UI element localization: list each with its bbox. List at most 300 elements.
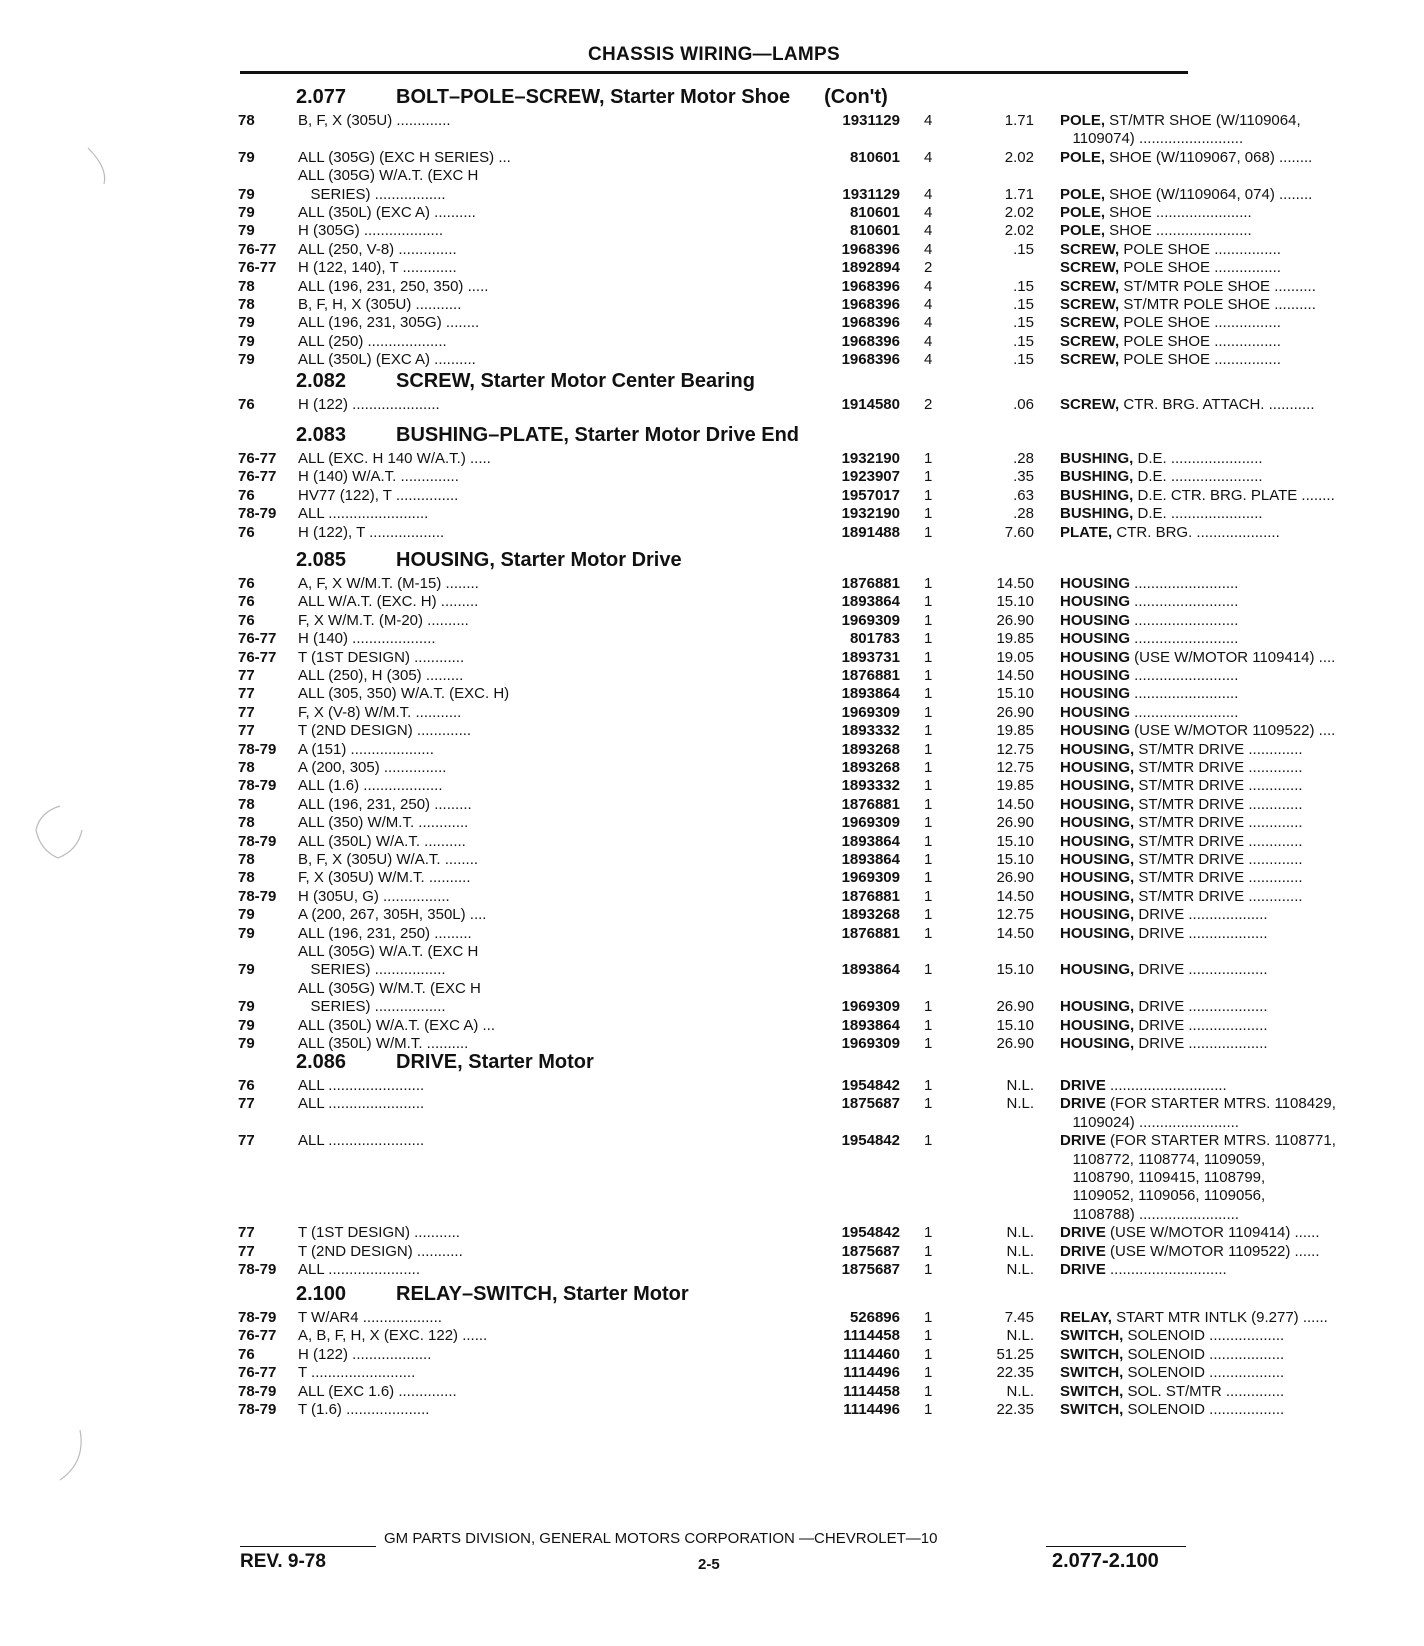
price: 15.10 [996,1016,1034,1034]
part-detail: ST/MTR DRIVE ............. [1134,759,1303,776]
quantity: 4 [924,148,933,166]
quantity: 1 [924,1095,933,1113]
price: 14.50 [996,924,1034,942]
table-row [238,575,1239,593]
model-year: 78-79 [238,777,277,795]
table-row [238,795,1303,814]
table-row [238,648,1336,667]
part-detail: POLE SHOE ................ [1119,259,1281,277]
model-year: 79 [238,1016,255,1034]
description-line [1060,1095,1424,1113]
part-term: BUSHING, [1060,450,1134,467]
model-year: 78-79 [238,740,277,758]
application-line: SERIES) ................. [298,961,446,979]
description [1060,906,1424,924]
footer-rule-right [1046,1546,1186,1547]
application-line: B, F, H, X (305U) ........... [298,296,462,313]
description [1060,204,1424,222]
application-line: A, F, X W/M.T. (M-15) ........ [298,575,479,592]
description-line [1060,593,1424,611]
quantity: 1 [924,1345,933,1363]
part-detail: ST/MTR DRIVE ............. [1134,851,1303,868]
application-line: T (1.6) .................... [298,1401,430,1418]
part-detail: (USE W/MOTOR 1109522) .... [1130,722,1336,740]
quantity: 1 [924,648,933,666]
part-detail: ......................... [1130,575,1239,592]
price: .28 [1013,505,1034,523]
description [1060,1261,1424,1279]
application-line: ALL ...................... [298,1261,420,1278]
description-line [1060,961,1424,979]
part-term: POLE, [1060,204,1106,221]
description [1060,833,1424,851]
table-row [238,1327,1285,1345]
price: N.L. [1006,1327,1034,1345]
part-detail: ST/MTR DRIVE ............. [1134,777,1303,795]
part-term: SCREW, [1060,396,1120,413]
application-line: A (151) .................... [298,740,434,758]
application-line: ALL (305G) (EXC H SERIES) ... [298,148,511,166]
model-year: 77 [238,1132,255,1150]
quantity: 1 [924,1077,933,1094]
quantity: 1 [924,575,933,592]
description-line [1060,1401,1424,1419]
description-line [1060,814,1424,832]
part-number: 1969309 [841,703,900,721]
model-year: 79 [238,222,255,240]
application-line: H (305G) ................... [298,222,444,240]
table-row [238,611,1239,630]
table-row [238,1401,1285,1419]
price: 7.45 [1004,1309,1034,1326]
application-line: SERIES) ................. [298,185,446,203]
price: 14.50 [996,795,1034,813]
table-row [238,943,1268,980]
part-number: 1876881 [841,887,900,905]
description-line [1060,1364,1424,1382]
table-row [238,906,1268,924]
part-detail: SOLENOID .................. [1123,1364,1285,1382]
description [1060,741,1424,759]
description-line [1060,925,1424,943]
table-row [238,703,1239,722]
part-detail: SOLENOID .................. [1123,1327,1285,1345]
application-line: HV77 (122), T ............... [298,486,459,504]
model-year: 76 [238,611,255,629]
application-line: ALL (305G) W/A.T. (EXC H [298,943,479,960]
model-year: 76-77 [238,259,277,277]
part-term: HOUSING [1060,575,1131,592]
model-year: 78-79 [238,832,277,850]
price: 2.02 [1004,204,1034,221]
part-number: 1968396 [841,332,900,350]
description [1060,667,1424,685]
page-number: 2-5 [698,1556,720,1573]
part-number: 1876881 [841,667,900,684]
price: 19.05 [996,648,1034,666]
model-year: 76 [238,593,255,611]
part-term: HOUSING [1060,648,1131,666]
model-year: 77 [238,722,255,740]
part-term: HOUSING, [1060,832,1135,850]
description [1060,1309,1424,1327]
part-number: 1954842 [841,1077,900,1094]
model-year: 77 [238,1224,255,1242]
application-line: A (200, 305) ............... [298,759,447,776]
description [1060,1017,1424,1035]
price: 14.50 [996,887,1034,905]
part-term: HOUSING, [1060,998,1135,1016]
description-line [1060,667,1424,685]
model-year: 78 [238,296,255,313]
application-line: F, X (305U) W/M.T. .......... [298,869,471,887]
model-year: 78 [238,277,255,295]
price: .35 [1013,468,1034,486]
part-number: 1893268 [841,759,900,776]
description-line [1060,1327,1424,1345]
description-line [1060,524,1424,542]
description [1060,869,1424,887]
description [1060,1077,1424,1095]
part-term: HOUSING, [1060,759,1135,776]
description-continuation: 1108772, 1108774, 1109059, [1060,1150,1266,1168]
description-line [1060,450,1424,468]
quantity: 1 [924,1016,933,1034]
table-row [238,1309,1328,1327]
description-line [1060,333,1424,351]
part-number: 810601 [849,148,900,166]
part-term: RELAY, [1060,1309,1112,1326]
description-line [1060,278,1424,296]
table-row [238,1224,1320,1242]
application-line: T (1ST DESIGN) ........... [298,1224,460,1242]
section-heading [296,86,888,110]
application-line: ALL (196, 231, 305G) ........ [298,314,480,332]
application-line: H (122), T .................. [298,523,445,541]
description-line [1060,998,1424,1016]
description [1060,450,1424,468]
part-detail: START MTR INTLK (9.277) ...... [1111,1309,1328,1326]
part-term: HOUSING, [1060,924,1135,942]
table-row [238,1345,1285,1364]
application-line: H (140) W/A.T. .............. [298,468,459,486]
quantity: 2 [924,259,933,277]
part-term: SWITCH, [1060,1401,1124,1418]
application-line: B, F, X (305U) ............. [298,112,451,129]
application-line: ALL (250, V-8) .............. [298,240,457,258]
header-rule [240,71,1188,74]
quantity: 1 [924,759,933,776]
application-line: T ......................... [298,1364,416,1382]
description [1060,1035,1424,1053]
revision-label: REV. 9-78 [240,1551,326,1572]
part-detail: (FOR STARTER MTRS. 1108429, [1105,1095,1336,1113]
part-term: PLATE, [1060,523,1113,541]
model-year: 76-77 [238,240,277,258]
part-term: SWITCH, [1060,1382,1124,1400]
description-continuation: 1108788) ........................ [1060,1205,1239,1223]
description-line [1060,351,1424,369]
application-line: SERIES) ................. [298,998,446,1016]
application-line: A, B, F, H, X (EXC. 122) ...... [298,1327,488,1345]
section-range: 2.077-2.100 [1052,1550,1159,1572]
description [1060,396,1424,414]
price: 26.90 [996,998,1034,1016]
table-row [238,222,1252,240]
model-year: 77 [238,1095,255,1113]
model-year: 79 [238,961,255,979]
part-number: 1931129 [842,112,900,129]
quantity: 4 [924,296,933,313]
table-row [238,667,1239,685]
application-line: ALL (EXC. H 140 W/A.T.) ..... [298,450,491,467]
quantity: 1 [924,740,933,758]
application-line: ALL (1.6) ................... [298,777,443,795]
table-row [238,112,1301,149]
description-line [1060,741,1424,759]
quantity: 1 [924,722,933,740]
binder-hole-marks [0,0,140,1646]
table-row [238,296,1316,314]
part-number: 810601 [849,222,900,240]
part-term: SCREW, [1060,332,1120,350]
part-number: 1893332 [841,777,900,795]
part-term: SCREW, [1060,259,1120,277]
price: 51.25 [996,1345,1034,1363]
application-line: ALL ....................... [298,1095,425,1113]
part-number: 1893731 [841,648,900,666]
part-term: SWITCH, [1060,1364,1124,1382]
part-detail: ST/MTR DRIVE ............. [1134,740,1303,758]
part-number: 1875687 [841,1242,900,1260]
quantity: 4 [924,240,933,258]
model-year: 78 [238,112,255,129]
part-number: 1893864 [841,851,900,868]
price: 14.50 [996,667,1034,684]
description [1060,796,1424,814]
description-line [1060,1346,1424,1364]
part-term: HOUSING, [1060,795,1135,813]
description-line [1060,575,1424,593]
model-year: 78 [238,759,255,776]
model-year: 76-77 [238,450,277,467]
table-row [238,1364,1285,1382]
part-detail: (USE W/MOTOR 1109522) ...... [1105,1242,1320,1260]
price: N.L. [1006,1077,1034,1094]
part-number: 1969309 [841,869,900,887]
application-line: ALL (350L) W/A.T. (EXC A) ... [298,1016,496,1034]
quantity: 1 [924,1401,933,1418]
application-line: F, X W/M.T. (M-20) .......... [298,611,469,629]
application-line: T (2ND DESIGN) ........... [298,1242,463,1260]
part-term: HOUSING [1060,630,1131,648]
description [1060,630,1424,648]
description-line [1060,1132,1424,1150]
table-row [238,505,1263,523]
description [1060,149,1424,167]
application-line: ALL (305, 350) W/A.T. (EXC. H) [298,685,510,703]
part-term: HOUSING [1060,722,1131,740]
part-number: 1893864 [841,961,900,979]
price: .15 [1013,351,1034,369]
part-detail: SHOE ....................... [1105,222,1252,240]
part-detail: ST/MTR POLE SHOE .......... [1119,296,1316,313]
quantity: 1 [924,450,933,467]
description-line [1060,1035,1424,1053]
part-term: POLE, [1060,185,1106,203]
quantity: 1 [924,1035,933,1052]
part-detail: POLE SHOE ................ [1119,240,1281,258]
description-line [1060,833,1424,851]
part-detail: D.E. ...................... [1133,450,1263,467]
description [1060,575,1424,593]
quantity: 1 [924,630,933,648]
part-detail: ......................... [1130,685,1239,703]
table-row [238,523,1280,542]
description-continuation: 1108790, 1109415, 1108799, [1060,1168,1266,1186]
application-line: ALL W/A.T. (EXC. H) ......... [298,593,479,611]
part-detail: DRIVE ................... [1134,998,1268,1016]
table-row [238,1242,1320,1261]
model-year: 76-77 [238,468,277,486]
part-term: DRIVE [1060,1242,1106,1260]
section-title: HOUSING, Starter Motor Drive [396,549,682,571]
model-year: 79 [238,204,255,221]
table-row [238,351,1281,369]
table-row [238,1261,1227,1279]
model-year: 76-77 [238,1364,277,1382]
quantity: 1 [924,685,933,703]
section-heading [296,1051,594,1075]
application-line: ALL (196, 231, 250, 350) ..... [298,277,489,295]
part-number: 1957017 [841,486,900,504]
description [1060,259,1424,277]
description-line [1060,1261,1424,1279]
description [1060,314,1424,332]
description [1060,241,1424,259]
table-row [238,630,1239,648]
table-row [238,1095,1336,1132]
quantity: 1 [924,523,933,541]
description [1060,1401,1424,1419]
description [1060,593,1424,611]
section-heading [296,1283,689,1307]
part-number: 1932190 [841,505,900,523]
description-line [1060,630,1424,648]
description [1060,468,1424,486]
part-detail: ST/MTR POLE SHOE .......... [1119,277,1316,295]
description [1060,505,1424,523]
table-row [238,259,1281,277]
section-code: 2.082 [296,370,347,392]
part-number: 1954842 [841,1224,900,1242]
part-detail: DRIVE ................... [1134,924,1268,942]
section-title: SCREW, Starter Motor Center Bearing [396,370,755,392]
part-detail: SOL. ST/MTR .............. [1123,1382,1285,1400]
description-line [1060,259,1424,277]
price: 14.50 [996,575,1034,592]
part-term: HOUSING, [1060,777,1135,795]
part-detail: POLE SHOE ................ [1119,351,1281,369]
table-row [238,777,1303,795]
section-heading [296,424,799,448]
application-line: ALL (350) W/M.T. ............ [298,814,469,832]
part-term: HOUSING, [1060,869,1135,887]
model-year: 78-79 [238,1401,277,1418]
footer-rule-left [240,1546,376,1547]
part-number: 1875687 [841,1095,900,1113]
part-detail: SHOE ....................... [1105,204,1252,221]
description [1060,1364,1424,1382]
part-detail: SHOE (W/1109064, 074) ........ [1105,185,1313,203]
part-detail: ST/MTR SHOE (W/1109064, [1105,112,1301,129]
description [1060,612,1424,630]
description-line [1060,468,1424,486]
application-line: T W/AR4 ................... [298,1309,442,1326]
description-line [1060,1309,1424,1327]
description-line [1060,906,1424,924]
price: 22.35 [996,1364,1034,1382]
page-header-title: CHASSIS WIRING—LAMPS [588,44,840,65]
model-year: 79 [238,351,255,369]
table-row [238,148,1313,167]
part-detail: ST/MTR DRIVE ............. [1134,869,1303,887]
part-detail: ......................... [1130,703,1239,721]
quantity: 1 [924,611,933,629]
application-line: ALL (305G) W/A.T. (EXC H [298,167,479,185]
model-year: 79 [238,924,255,942]
part-detail: D.E. ...................... [1133,505,1263,523]
part-detail: D.E. ...................... [1133,468,1263,486]
model-year: 78-79 [238,1261,277,1278]
part-term: HOUSING [1060,703,1131,721]
quantity: 4 [924,204,933,221]
part-number: 1893864 [841,832,900,850]
quantity: 1 [924,887,933,905]
description [1060,925,1424,943]
part-term: HOUSING [1060,685,1131,703]
price: 1.71 [1004,185,1034,203]
model-year: 76-77 [238,1327,277,1345]
part-detail: SHOE (W/1109067, 068) ........ [1105,148,1313,166]
price: .15 [1013,314,1034,332]
table-row [238,759,1303,777]
table-row [238,332,1281,351]
quantity: 1 [924,795,933,813]
model-year: 78 [238,869,255,887]
part-number: 1875687 [841,1261,900,1278]
description-line [1060,505,1424,523]
table-row [238,722,1336,740]
quantity: 4 [924,314,933,332]
description [1060,722,1424,740]
part-number: 1968396 [841,240,900,258]
part-number: 1114458 [843,1327,900,1345]
section-code: 2.085 [296,549,347,571]
description [1060,704,1424,722]
section-title: RELAY–SWITCH, Starter Motor [396,1283,689,1305]
part-term: HOUSING, [1060,961,1135,979]
application-line: T (1ST DESIGN) ............ [298,648,465,666]
application-line: H (122) ................... [298,1345,432,1363]
price: 12.75 [996,740,1034,758]
part-term: SCREW, [1060,277,1120,295]
part-number: 1893332 [841,722,900,740]
description-line [1060,722,1424,740]
description [1060,278,1424,296]
model-year: 78-79 [238,887,277,905]
application-line: ALL (350L) (EXC A) .......... [298,204,476,221]
